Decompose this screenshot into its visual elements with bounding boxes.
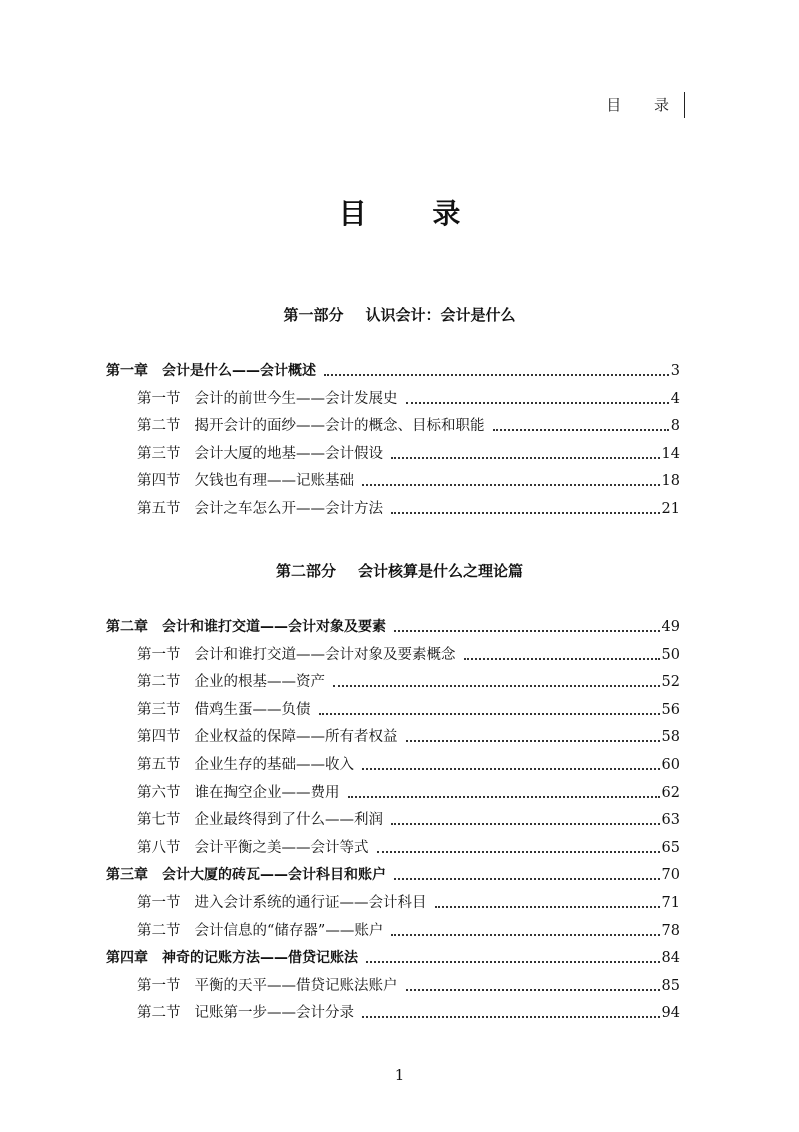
part-title: 会计核算是什么之理论篇 (358, 562, 524, 580)
entry-label: 第五节 (137, 501, 181, 517)
dot-leader (464, 658, 660, 660)
toc-chapter-entry[interactable] (106, 945, 680, 967)
page-title: 目 录 (338, 197, 489, 230)
entry-page-number: 14 (661, 445, 680, 462)
entry-page-number: 63 (661, 812, 680, 829)
entry-label: 第四节 (137, 473, 181, 490)
toc-section-entry[interactable] (137, 918, 680, 940)
dot-leader (394, 630, 660, 632)
header-divider (684, 92, 685, 118)
toc-section-entry[interactable] (137, 468, 680, 490)
entry-label: 第七节 (137, 812, 181, 829)
toc-chapter-entry[interactable] (106, 614, 680, 636)
entry-title: 会计平衡之美——会计等式 (194, 839, 369, 856)
entry-page-number: 84 (661, 950, 680, 967)
entry-page-number: 18 (661, 473, 680, 490)
part-heading (0, 560, 799, 581)
entry-title: 企业的根基——资产 (194, 674, 325, 691)
part-number: 第二部分 (275, 562, 336, 580)
entry-title: 揭开会计的面纱——会计的概念、目标和职能 (194, 418, 485, 435)
entry-page-number: 58 (661, 729, 680, 746)
toc-section-entry[interactable] (137, 697, 680, 719)
dot-leader (319, 713, 660, 715)
entry-page-number: 3 (670, 363, 680, 379)
part-heading (0, 304, 799, 325)
dot-leader (394, 878, 660, 880)
entry-page-number: 62 (661, 784, 680, 801)
dot-leader (406, 402, 669, 404)
dot-leader (362, 768, 660, 770)
entry-page-number: 65 (661, 839, 680, 856)
entry-page-number: 71 (661, 895, 680, 911)
entry-label: 第二节 (137, 674, 181, 691)
entry-title: 会计和谁打交道——会计对象及要素 (162, 619, 386, 635)
toc-section-entry[interactable] (137, 724, 680, 746)
entry-page-number: 78 (661, 922, 680, 939)
dot-leader (493, 429, 669, 431)
entry-title: 企业最终得到了什么——利润 (194, 812, 383, 829)
dot-leader (333, 685, 660, 687)
part-title: 认识会计：会计是什么 (365, 306, 516, 324)
part-number: 第一部分 (283, 306, 344, 324)
entry-label: 第四章 (106, 950, 148, 967)
entry-title: 借鸡生蛋——负债 (194, 701, 311, 718)
entry-page-number: 70 (661, 867, 680, 884)
entry-label: 第六节 (137, 784, 181, 801)
entry-label: 第一节 (137, 895, 181, 911)
dot-leader (391, 934, 659, 936)
entry-page-number: 56 (661, 701, 680, 718)
dot-leader (362, 1016, 660, 1018)
entry-page-number: 8 (670, 418, 680, 435)
dot-leader (406, 740, 660, 742)
page-number: 1 (394, 1066, 405, 1084)
running-header: 目 录 (606, 96, 683, 114)
entry-title: 会计大厦的砖瓦——会计科目和账户 (162, 867, 386, 884)
dot-leader (377, 851, 660, 853)
entry-page-number: 85 (661, 977, 680, 994)
dot-leader (348, 796, 660, 798)
entry-title: 企业权益的保障——所有者权益 (194, 729, 398, 746)
entry-page-number: 50 (661, 646, 680, 663)
toc-section-entry[interactable] (137, 752, 680, 774)
dot-leader (391, 512, 660, 514)
entry-label: 第一节 (137, 646, 181, 663)
toc-chapter-entry[interactable] (106, 862, 680, 884)
entry-label: 第四节 (137, 729, 181, 746)
entry-label: 第二节 (137, 418, 181, 435)
entry-title: 会计和谁打交道——会计对象及要素概念 (194, 646, 456, 663)
entry-page-number: 21 (661, 501, 680, 517)
toc-section-entry[interactable] (137, 413, 680, 435)
entry-label: 第一章 (106, 363, 148, 379)
entry-title: 神奇的记账方法——借贷记账法 (162, 950, 358, 967)
entry-title: 会计大厦的地基——会计假设 (194, 445, 383, 462)
entry-label: 第三节 (137, 701, 181, 718)
entry-label: 第五节 (137, 757, 181, 773)
entry-label: 第三章 (106, 867, 148, 884)
entry-title: 平衡的天平——借贷记账法账户 (194, 977, 398, 994)
toc-section-entry[interactable] (137, 386, 680, 408)
entry-label: 第三节 (137, 445, 181, 462)
toc-section-entry[interactable] (137, 669, 680, 691)
entry-page-number: 52 (661, 674, 680, 691)
entry-title: 会计之车怎么开——会计方法 (194, 501, 383, 517)
dot-leader (362, 484, 660, 486)
entry-label: 第二章 (106, 619, 148, 635)
dot-leader (435, 906, 660, 908)
entry-title: 会计的前世今生——会计发展史 (194, 390, 398, 407)
entry-label: 第二节 (137, 922, 181, 939)
toc-chapter-entry[interactable] (106, 358, 680, 380)
entry-label: 第一节 (137, 390, 181, 407)
dot-leader (406, 989, 660, 991)
entry-page-number: 4 (670, 390, 680, 407)
toc-section-entry[interactable] (137, 496, 680, 518)
entry-label: 第一节 (137, 977, 181, 994)
entry-title: 会计信息的“储存器”——账户 (194, 922, 384, 939)
entry-page-number: 94 (661, 1005, 680, 1022)
entry-title: 欠钱也有理——记账基础 (194, 473, 354, 490)
dot-leader (391, 457, 660, 459)
entry-label: 第八节 (137, 839, 181, 856)
entry-title: 企业生存的基础——收入 (194, 757, 354, 773)
toc-section-entry[interactable] (137, 441, 680, 463)
toc-section-entry[interactable] (137, 807, 680, 829)
dot-leader (366, 961, 660, 963)
entry-label: 第二节 (137, 1005, 181, 1022)
entry-page-number: 60 (661, 757, 680, 773)
toc-section-entry[interactable] (137, 1000, 680, 1022)
dot-leader (391, 823, 660, 825)
toc-section-entry[interactable] (137, 780, 680, 802)
entry-title: 会计是什么——会计概述 (162, 363, 316, 379)
entry-page-number: 49 (661, 619, 680, 635)
entry-title: 进入会计系统的通行证——会计科目 (194, 895, 427, 911)
toc-section-entry[interactable] (137, 642, 680, 664)
entry-title: 谁在掏空企业——费用 (194, 784, 340, 801)
toc-section-entry[interactable] (137, 890, 680, 912)
entry-title: 记账第一步——会计分录 (194, 1005, 354, 1022)
dot-leader (324, 374, 669, 376)
toc-section-entry[interactable] (137, 973, 680, 995)
toc-section-entry[interactable] (137, 835, 680, 857)
